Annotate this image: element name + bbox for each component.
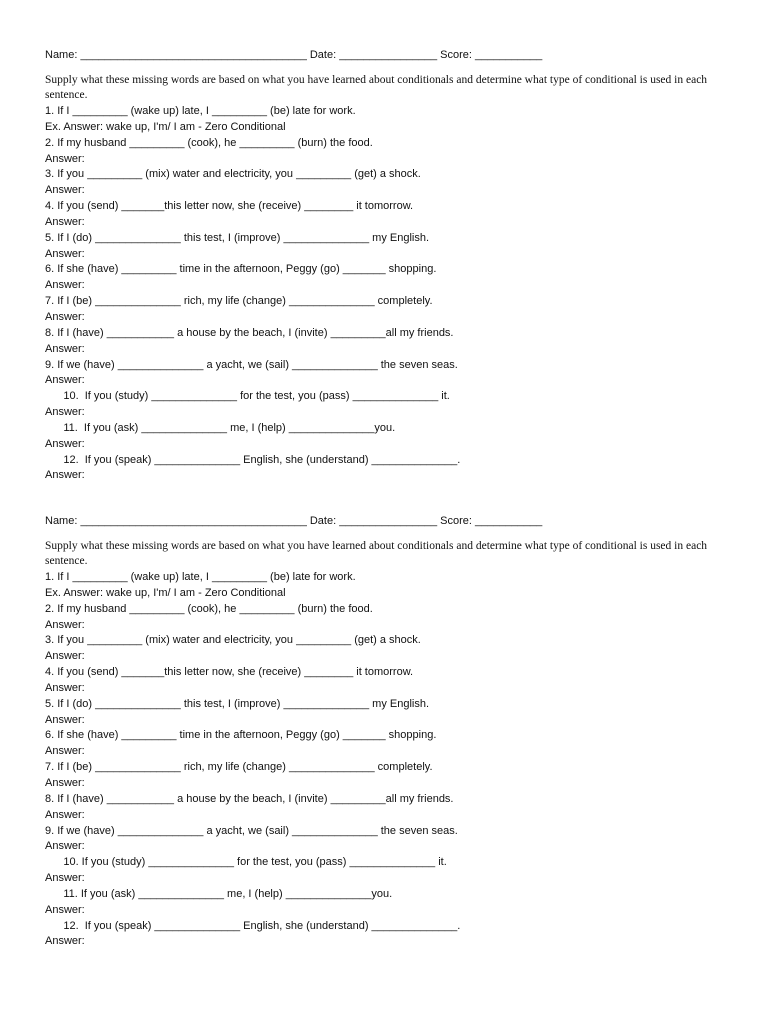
answer-line-5: Answer: bbox=[45, 713, 85, 726]
worksheet-2 bbox=[45, 512, 725, 950]
question-8: 8. If I (have) ___________ a house by the beach, I (invite) _________all my friends. bbox=[45, 326, 454, 339]
answer-line-5: Answer: bbox=[45, 247, 85, 260]
answer-line-12: Answer: bbox=[45, 469, 85, 482]
instructions: Supply what these missing words are based on what you have learned about conditionals and determine what type of conditional is used in each sentence. bbox=[45, 74, 708, 101]
question-1: 1. If I _________ (wake up) late, I _________ (be) late for work. bbox=[45, 105, 356, 117]
question-4: 4. If you (send) _______this letter now, she (receive) ________ it tomorrow. bbox=[45, 200, 414, 213]
answer-line-12: Answer: bbox=[45, 935, 85, 948]
question-list bbox=[45, 570, 725, 950]
question-8: 8. If I (have) ___________ a house by the beach, I (invite) _________all my friends. bbox=[45, 792, 454, 805]
question-1: 1. If I _________ (wake up) late, I _________ (be) late for work. bbox=[45, 571, 356, 583]
question-9: 9. If we (have) ______________ a yacht, we (sail) ______________ the seven seas. bbox=[45, 358, 458, 371]
question-2: 2. If my husband _________ (cook), he _________ (burn) the food. bbox=[45, 136, 373, 149]
question-10: 10. If you (study) ______________ for the test, you (pass) ______________ it. bbox=[45, 856, 447, 869]
question-6: 6. If she (have) _________ time in the afternoon, Peggy (go) _______ shopping. bbox=[45, 729, 437, 742]
question-10: 10. If you (study) ______________ for the test, you (pass) ______________ it. bbox=[45, 390, 450, 403]
answer-line-10: Answer: bbox=[45, 406, 85, 419]
answer-line-2: Answer: bbox=[45, 152, 85, 165]
answer-line-4: Answer: bbox=[45, 681, 85, 694]
question-4: 4. If you (send) _______this letter now, she (receive) ________ it tomorrow. bbox=[45, 666, 414, 679]
question-7: 7. If I (be) ______________ rich, my life (change) ______________ completely. bbox=[45, 761, 433, 774]
question-2: 2. If my husband _________ (cook), he _________ (burn) the food. bbox=[45, 602, 373, 615]
question-12: 12. If you (speak) ______________ English, she (understand) ______________. bbox=[45, 919, 461, 932]
answer-line-8: Answer: bbox=[45, 808, 85, 821]
question-3: 3. If you _________ (mix) water and electricity, you _________ (get) a shock. bbox=[45, 634, 421, 647]
answer-line-7: Answer: bbox=[45, 310, 85, 323]
question-6: 6. If she (have) _________ time in the afternoon, Peggy (go) _______ shopping. bbox=[45, 263, 437, 276]
answer-line-11: Answer: bbox=[45, 437, 85, 450]
question-11: 11. If you (ask) ______________ me, I (help) ______________you. bbox=[45, 887, 393, 900]
question-11: 11. If you (ask) ______________ me, I (help) ______________you. bbox=[45, 421, 396, 434]
answer-line-4: Answer: bbox=[45, 215, 85, 228]
header-line: Name: _____________________________________ Date: ________________ Score: ___________ bbox=[45, 49, 543, 61]
answer-line-3: Answer: bbox=[45, 650, 85, 663]
example-answer: Ex. Answer: wake up, I'm/ I am - Zero Conditional bbox=[45, 120, 286, 133]
answer-line-8: Answer: bbox=[45, 342, 85, 355]
worksheet-1 bbox=[45, 46, 725, 484]
question-list bbox=[45, 104, 725, 484]
answer-line-6: Answer: bbox=[45, 745, 85, 758]
answer-line-9: Answer: bbox=[45, 374, 85, 387]
answer-line-9: Answer: bbox=[45, 840, 85, 853]
example-answer: Ex. Answer: wake up, I'm/ I am - Zero Conditional bbox=[45, 586, 286, 599]
question-5: 5. If I (do) ______________ this test, I (improve) ______________ my English. bbox=[45, 697, 430, 710]
answer-line-11: Answer: bbox=[45, 903, 85, 916]
question-3: 3. If you _________ (mix) water and electricity, you _________ (get) a shock. bbox=[45, 168, 421, 181]
answer-line-10: Answer: bbox=[45, 872, 85, 885]
header-line: Name: _____________________________________ Date: ________________ Score: ___________ bbox=[45, 515, 543, 527]
question-7: 7. If I (be) ______________ rich, my life (change) ______________ completely. bbox=[45, 295, 433, 308]
question-9: 9. If we (have) ______________ a yacht, we (sail) ______________ the seven seas. bbox=[45, 824, 458, 837]
answer-line-2: Answer: bbox=[45, 618, 85, 631]
answer-line-7: Answer: bbox=[45, 776, 85, 789]
instructions: Supply what these missing words are based on what you have learned about conditionals and determine what type of conditional is used in each sentence. bbox=[45, 540, 708, 567]
answer-line-6: Answer: bbox=[45, 279, 85, 292]
question-12: 12. If you (speak) ______________ English, she (understand) ______________. bbox=[45, 453, 461, 466]
question-5: 5. If I (do) ______________ this test, I (improve) ______________ my English. bbox=[45, 231, 430, 244]
answer-line-3: Answer: bbox=[45, 184, 85, 197]
